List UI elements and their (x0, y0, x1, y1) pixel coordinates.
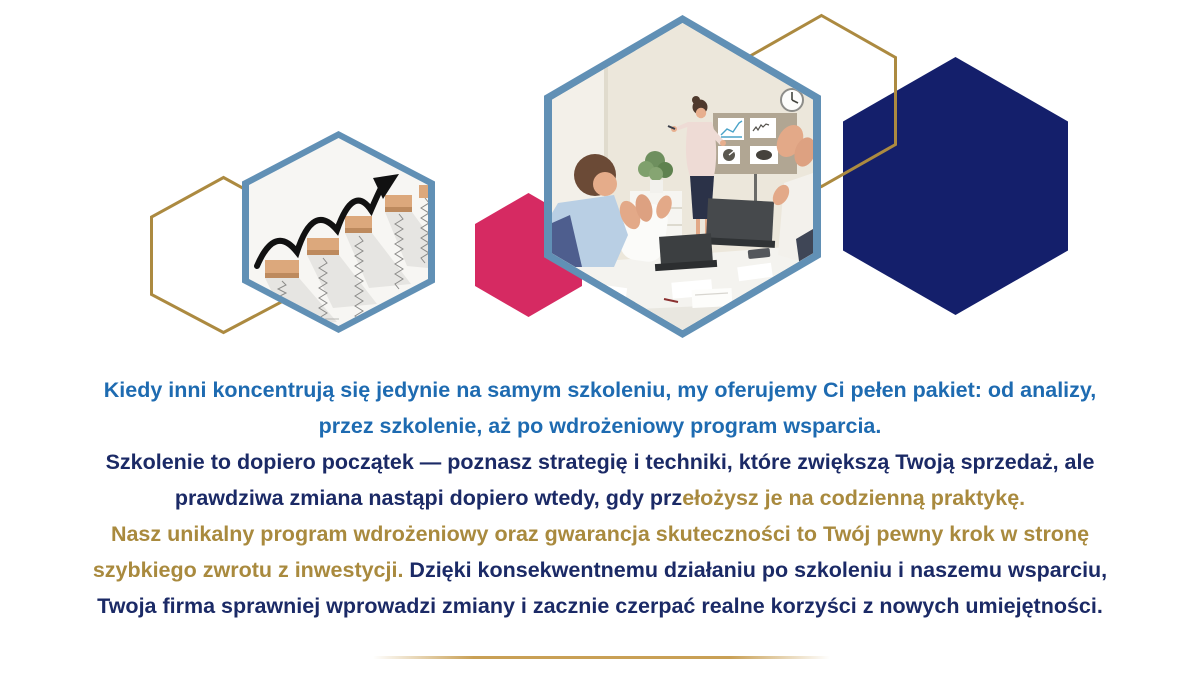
text-line (0, 444, 1200, 480)
text-line (0, 372, 1200, 408)
text-line (0, 408, 1200, 444)
training-meeting-image (552, 23, 813, 330)
gold-divider (373, 656, 830, 659)
text-run: Twoja firma sprawniej wprowadzi zmiany i zacznie czerpać realne korzyści z nowych umiejętności. (97, 594, 1103, 618)
text-run: Kiedy inni koncentrują się jedynie na samym szkoleniu, my oferujemy Ci pełen pakiet: od analizy, (103, 378, 1097, 402)
text-run: Dzięki konsekwentnemu działaniu po szkoleniu i naszemu wsparciu, (403, 558, 1108, 582)
text-run: Szkolenie to dopiero początek — poznasz strategię i techniki, które zwiększą Twoją sprzedaż, ale (105, 450, 1095, 474)
text-run: prawdziwa zmiana nastąpi dopiero wtedy, gdy prz (174, 486, 683, 510)
text-run: przez szkolenie, aż po wdrożeniowy program wsparcia. (318, 414, 882, 438)
body-text (0, 372, 1200, 624)
text-line (0, 516, 1200, 552)
text-run: szybkiego zwrotu z inwestycji. (92, 558, 404, 582)
text-line (0, 480, 1200, 516)
wall-clock (781, 89, 803, 111)
text-run: ełożysz je na codzienną praktykę. (682, 486, 1026, 510)
text-line (0, 552, 1200, 588)
text-run: Nasz unikalny program wdrożeniowy oraz gwarancja skuteczności to Twój pewny krok w stronę (110, 522, 1090, 546)
growth-blocks-image (249, 138, 428, 326)
text-line (0, 588, 1200, 624)
